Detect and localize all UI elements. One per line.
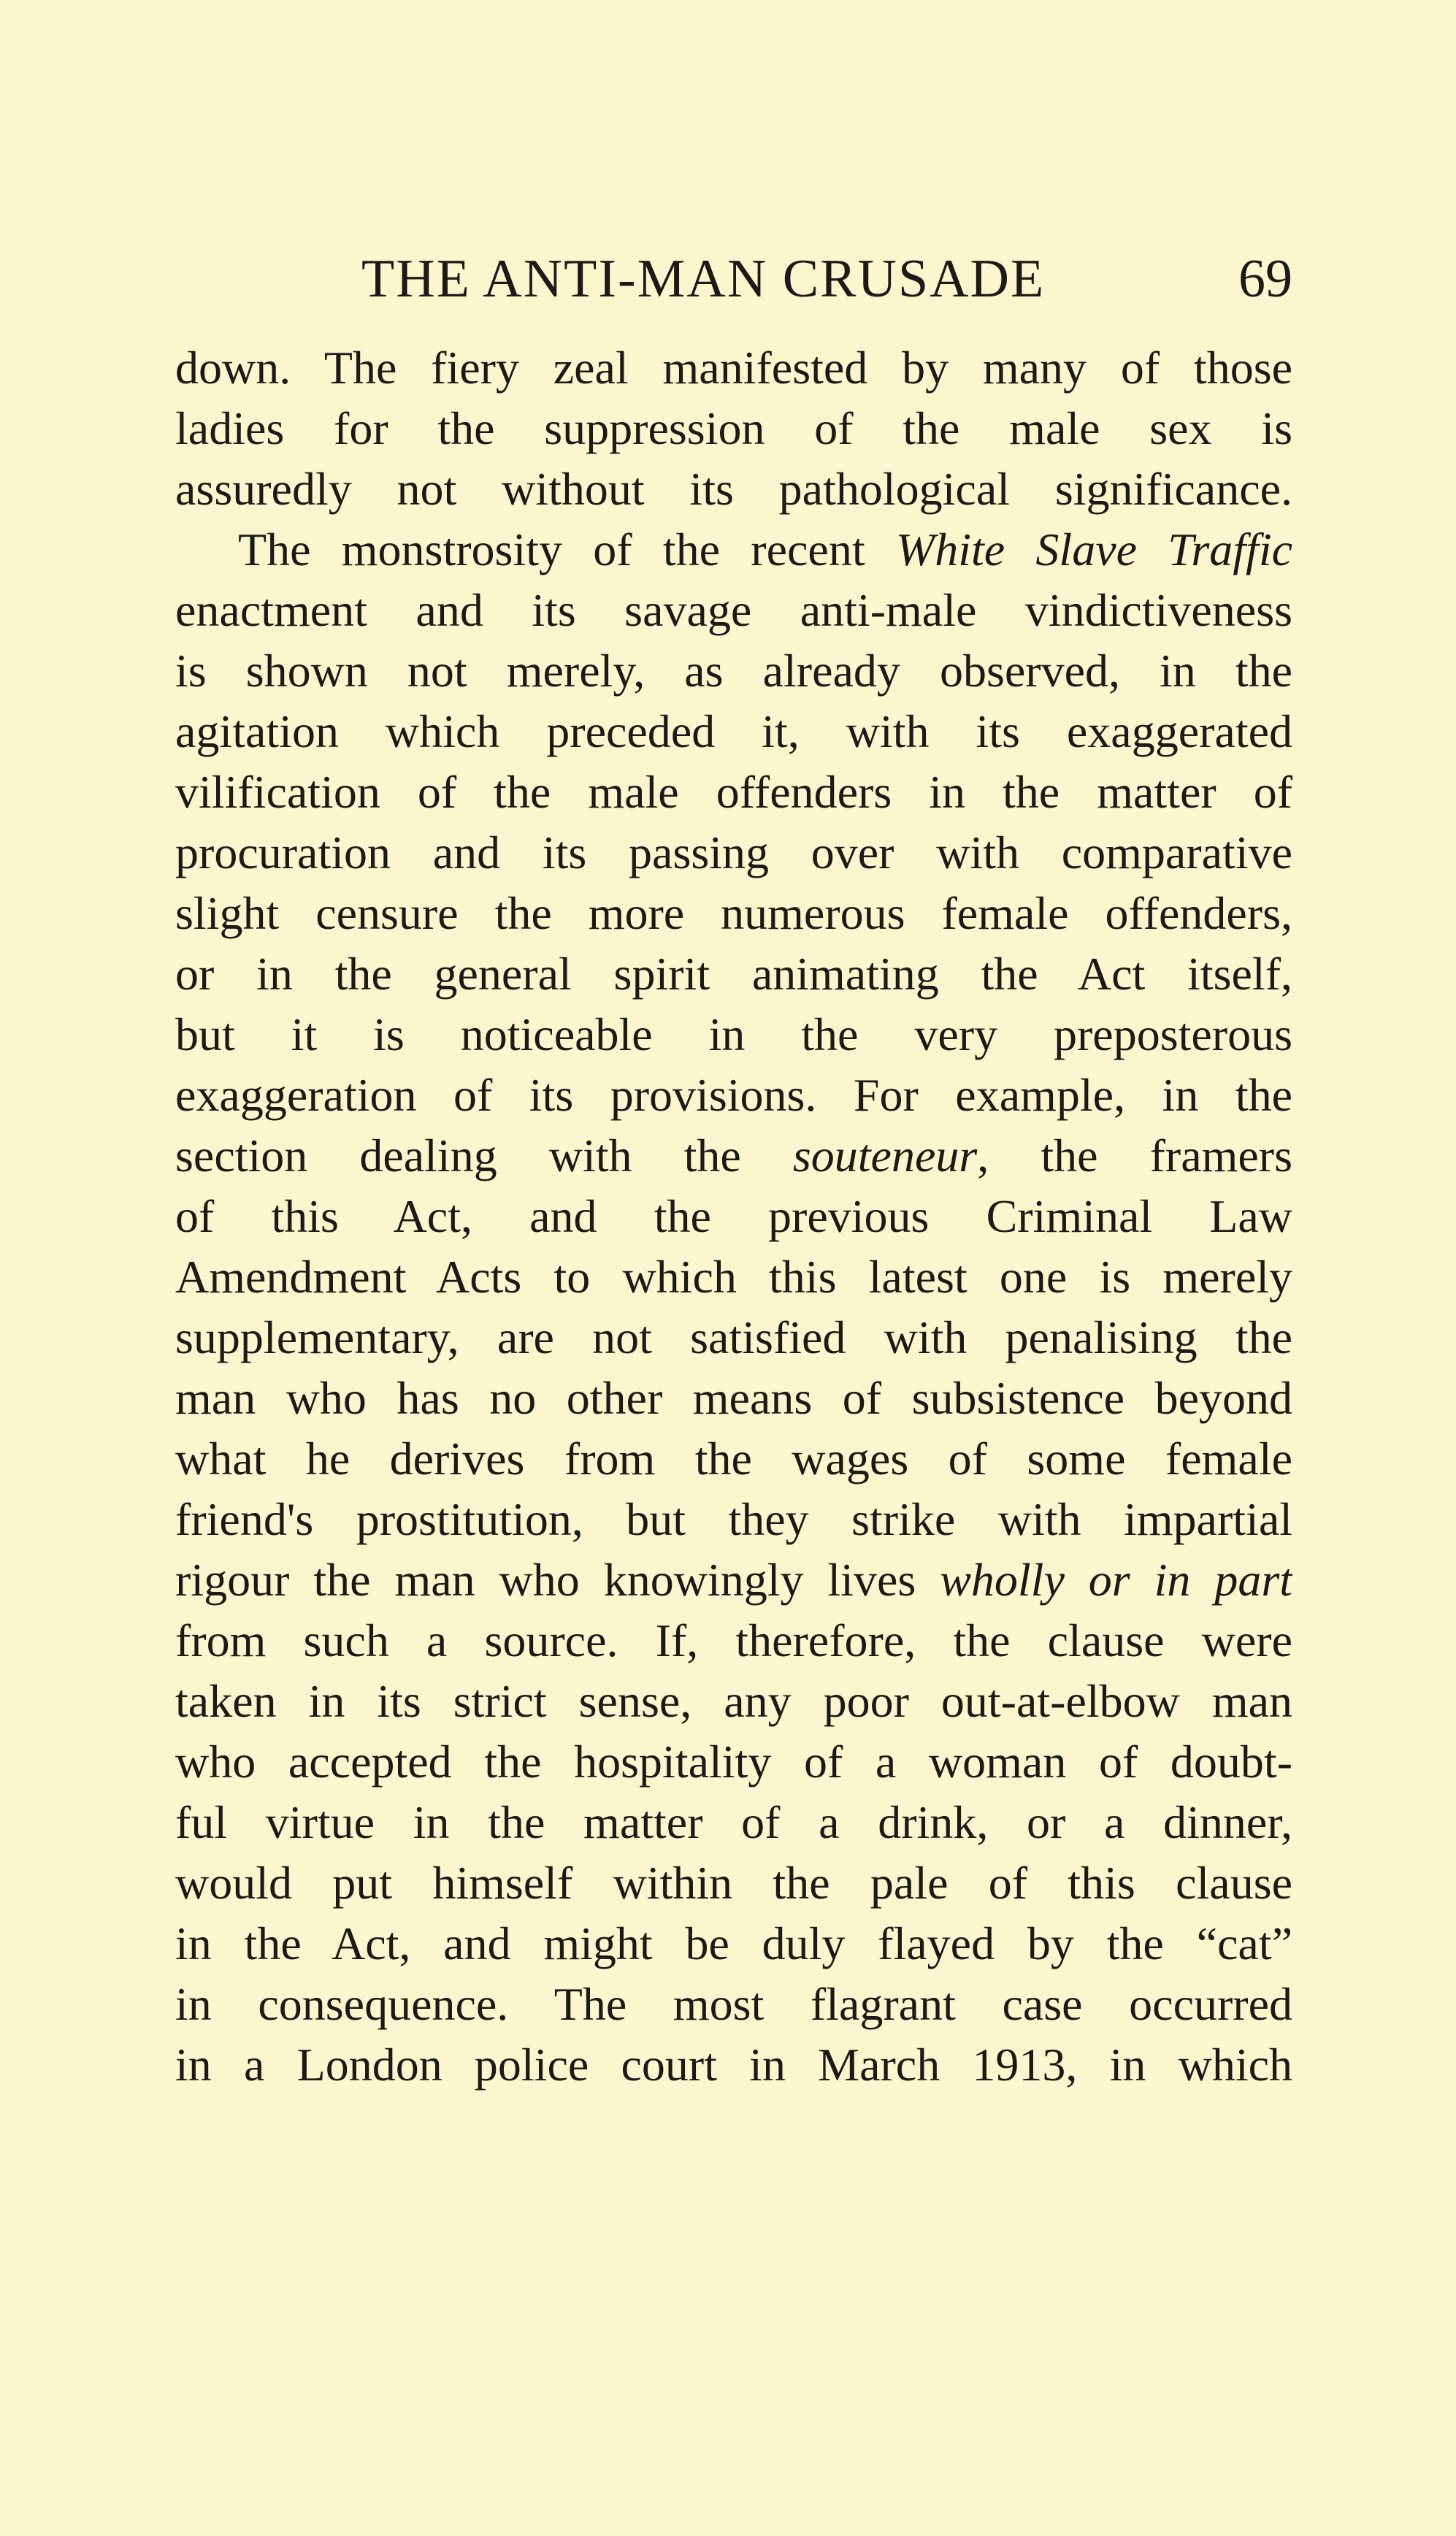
- text-line: [175, 1974, 1292, 2034]
- running-head: [175, 242, 1292, 315]
- text-span: or in the general spirit animating the Act itself,: [175, 948, 1292, 1000]
- body-text: [175, 337, 1292, 2095]
- text-span: ladies for the suppression of the male sex is: [175, 402, 1292, 454]
- text-span: would put himself within the pale of this clause: [175, 1857, 1292, 1909]
- text-span: Amendment Acts to which this latest one is merely: [175, 1251, 1292, 1303]
- text-span: in a London police court in March 1913, in which: [175, 2039, 1292, 2091]
- text-line: [175, 1671, 1292, 1731]
- text-span: but it is noticeable in the very preposterous: [175, 1008, 1292, 1060]
- text-line: [175, 1125, 1292, 1186]
- text-line: [175, 822, 1292, 883]
- text-span: rigour the man who knowingly lives: [175, 1554, 940, 1606]
- text-span: down. The fiery zeal manifested by many of those: [175, 342, 1292, 394]
- text-line: [175, 943, 1292, 1004]
- text-line: [175, 883, 1292, 943]
- text-line: [175, 580, 1292, 640]
- text-line: [175, 459, 1292, 519]
- text-line: [175, 640, 1292, 701]
- text-span: in consequence. The most flagrant case occurred: [175, 1978, 1292, 2030]
- text-line: [175, 1489, 1292, 1549]
- text-span: vilification of the male offenders in the matter of: [175, 766, 1292, 818]
- text-span: in the Act, and might be duly flayed by the “cat”: [175, 1918, 1292, 1969]
- text-line: [175, 1792, 1292, 1853]
- text-line: [175, 519, 1292, 580]
- text-span: agitation which preceded it, with its exaggerated: [175, 705, 1292, 757]
- italic-text: souteneur: [792, 1130, 978, 1181]
- text-span: supplementary, are not satisfied with penalising the: [175, 1311, 1292, 1363]
- text-span: slight censure the more numerous female offenders,: [175, 887, 1292, 939]
- text-span: taken in its strict sense, any poor out-at-elbow man: [175, 1675, 1292, 1727]
- text-line: [175, 1246, 1292, 1307]
- text-line: [175, 337, 1292, 398]
- text-line: [175, 1610, 1292, 1671]
- running-title: THE ANTI-MAN CRUSADE: [361, 249, 1046, 309]
- text-line: [175, 1428, 1292, 1489]
- italic-text: wholly or in part: [940, 1554, 1292, 1606]
- text-span: friend's prostitution, but they strike with impartial: [175, 1493, 1292, 1545]
- text-span: from such a source. If, therefore, the clause were: [175, 1614, 1292, 1666]
- italic-text: White Slave Traffic: [895, 524, 1292, 575]
- text-line: [175, 1549, 1292, 1610]
- text-span: exaggeration of its provisions. For example, in the: [175, 1069, 1292, 1121]
- text-span: , the framers: [977, 1130, 1292, 1181]
- text-span: ful virtue in the matter of a drink, or a dinner,: [175, 1796, 1292, 1848]
- text-line: [175, 1731, 1292, 1792]
- text-span: assuredly not without its pathological significance.: [175, 463, 1292, 515]
- text-line: [175, 1307, 1292, 1368]
- text-line: [175, 762, 1292, 822]
- text-span: who accepted the hospitality of a woman of doubt-: [175, 1736, 1292, 1788]
- text-line: [175, 1853, 1292, 1913]
- text-line: [175, 1913, 1292, 1974]
- text-line: [175, 1186, 1292, 1246]
- text-line: [175, 701, 1292, 762]
- page-number: 69: [1238, 249, 1292, 309]
- text-line: [175, 1065, 1292, 1125]
- text-span: section dealing with the: [175, 1130, 793, 1181]
- text-span: what he derives from the wages of some female: [175, 1433, 1292, 1485]
- text-line: [175, 1004, 1292, 1065]
- text-span: enactment and its savage anti-male vindictiveness: [175, 584, 1292, 636]
- text-span: procuration and its passing over with comparative: [175, 827, 1292, 878]
- text-span: The monstrosity of the recent: [238, 524, 896, 575]
- text-span: man who has no other means of subsistence beyond: [175, 1372, 1292, 1424]
- text-line: [175, 398, 1292, 459]
- text-span: of this Act, and the previous Criminal Law: [175, 1190, 1292, 1242]
- text-line: [175, 2034, 1292, 2095]
- text-line: [175, 1368, 1292, 1428]
- text-span: is shown not merely, as already observed, in the: [175, 645, 1292, 697]
